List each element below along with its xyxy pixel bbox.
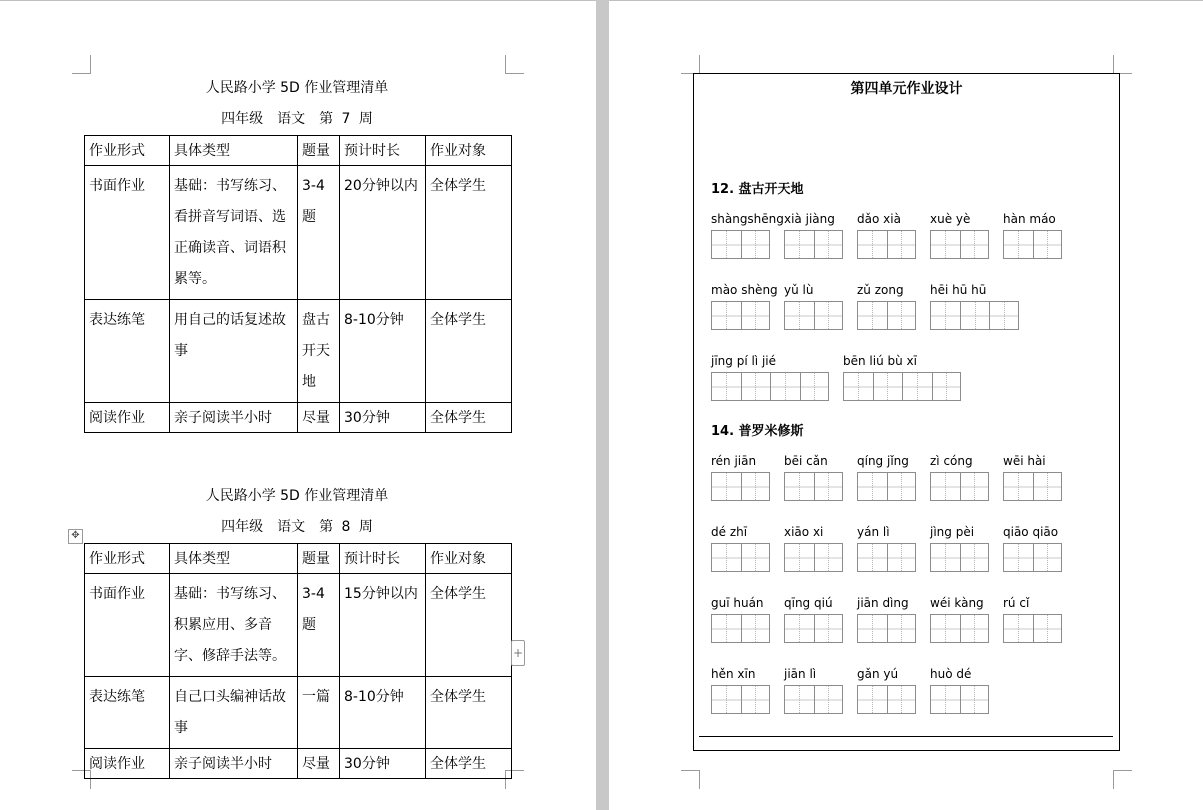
lesson-heading: 12. 盘古开天地 (711, 182, 804, 197)
table-cell[interactable]: 表达练笔 (85, 300, 170, 403)
table-header-row (85, 544, 512, 574)
pinyin-label: yǔ lù (784, 283, 814, 297)
table-cell[interactable]: 全体学生 (426, 749, 512, 779)
writing-grid[interactable] (1003, 614, 1062, 643)
grid-midline (931, 231, 975, 258)
table-subtitle: 四年级 语文 第 8 周 (221, 519, 373, 535)
pinyin-label: qiāo qiāo (1003, 525, 1059, 539)
pinyin-label: hěn xīn (711, 667, 756, 681)
page-top-edge (609, 0, 1203, 1)
table-cell[interactable]: 30分钟 (340, 403, 426, 433)
writing-grid[interactable] (1003, 543, 1062, 572)
table-title: 人民路小学 5D 作业管理清单 (205, 80, 389, 96)
writing-grid[interactable] (857, 543, 916, 572)
homework-table-week7[interactable] (84, 135, 512, 433)
writing-grid[interactable] (784, 472, 843, 501)
writing-grid[interactable] (930, 543, 989, 572)
pinyin-label: hēi hū hū (930, 283, 987, 297)
table-cell[interactable]: 阅读作业 (85, 403, 170, 433)
header-cell[interactable]: 题量 (298, 544, 340, 574)
table-cell[interactable]: 全体学生 (426, 403, 512, 433)
table-cell[interactable]: 一篇 (298, 677, 340, 749)
table-cell[interactable]: 3-4题 (298, 166, 340, 300)
table-row (85, 166, 512, 300)
pinyin-label: jìng pèi (930, 525, 975, 539)
table-row (85, 300, 512, 403)
writing-grid[interactable] (1003, 230, 1062, 259)
writing-grid[interactable] (711, 301, 770, 330)
frame-bottom-rule (699, 736, 1113, 737)
grid-midline (712, 686, 756, 713)
grid-midline (785, 686, 829, 713)
pinyin-label: zǔ zong (857, 283, 904, 297)
grid-midline (931, 544, 975, 571)
pinyin-label: jīng pí lì jié (711, 354, 777, 368)
table-cell[interactable]: 8-10分钟 (340, 300, 426, 403)
header-cell[interactable]: 预计时长 (340, 136, 426, 166)
table-cell[interactable]: 全体学生 (426, 166, 512, 300)
grid-midline (931, 686, 975, 713)
page-gutter (596, 0, 609, 810)
grid-midline (931, 302, 1005, 329)
writing-grid[interactable] (843, 372, 961, 401)
header-cell[interactable]: 题量 (298, 136, 340, 166)
writing-grid[interactable] (711, 543, 770, 572)
writing-grid[interactable] (857, 230, 916, 259)
writing-grid[interactable] (857, 472, 916, 501)
pinyin-label: bēi cǎn (784, 454, 828, 468)
pinyin-label: huò dé (930, 667, 972, 681)
pinyin-label: xiāo xi (784, 525, 824, 539)
writing-grid[interactable] (784, 685, 843, 714)
grid-midline (785, 231, 829, 258)
grid-midline (712, 615, 756, 642)
table-cell[interactable]: 尽量 (298, 403, 340, 433)
grid-midline (785, 544, 829, 571)
move-arrows-icon[interactable]: ✥ (68, 529, 83, 544)
grid-midline (712, 373, 815, 400)
pinyin-label: xià jiàng (784, 212, 835, 226)
header-cell[interactable]: 具体类型 (170, 544, 298, 574)
grid-midline (858, 231, 902, 258)
table-cell[interactable]: 书面作业 (85, 574, 170, 677)
worksheet-title: 第四单元作业设计 (850, 81, 963, 97)
grid-midline (931, 615, 975, 642)
grid-midline (858, 302, 902, 329)
writing-grid[interactable] (930, 301, 1019, 330)
pinyin-label: mào shèng (711, 283, 778, 297)
table-cell[interactable]: 20分钟以内 (340, 166, 426, 300)
margin-corner-mark (1113, 55, 1132, 74)
grid-midline (712, 473, 756, 500)
table-cell[interactable]: 自己口头编神话故事 (170, 677, 298, 749)
writing-grid[interactable] (711, 685, 770, 714)
grid-midline (1004, 473, 1048, 500)
writing-grid[interactable] (784, 230, 843, 259)
page-top-edge (0, 0, 596, 1)
margin-corner-mark (681, 55, 700, 74)
table-cell[interactable]: 盘古开天地 (298, 300, 340, 403)
header-cell[interactable]: 作业形式 (85, 136, 170, 166)
table-cell[interactable]: 基础：书写练习、积累应用、多音字、修辞手法等。 (170, 574, 298, 677)
writing-grid[interactable] (784, 614, 843, 643)
writing-grid[interactable] (930, 230, 989, 259)
writing-grid[interactable] (784, 543, 843, 572)
table-cell[interactable]: 全体学生 (426, 677, 512, 749)
table-cell[interactable]: 表达练笔 (85, 677, 170, 749)
header-cell[interactable]: 作业对象 (426, 136, 512, 166)
writing-grid[interactable] (711, 372, 829, 401)
grid-midline (1004, 544, 1048, 571)
grid-midline (844, 373, 947, 400)
table-cell[interactable]: 8-10分钟 (340, 677, 426, 749)
writing-grid[interactable] (857, 301, 916, 330)
header-cell[interactable]: 预计时长 (340, 544, 426, 574)
table-cell[interactable]: 用自己的话复述故事 (170, 300, 298, 403)
writing-grid[interactable] (711, 472, 770, 501)
table-header-row (85, 136, 512, 166)
pinyin-label: dǎo xià (857, 212, 901, 226)
pinyin-label: qīng qiú (784, 596, 833, 610)
plus-icon[interactable]: + (511, 640, 525, 666)
writing-grid[interactable] (930, 685, 989, 714)
pinyin-label: qíng jǐng (857, 454, 909, 468)
table-cell[interactable]: 全体学生 (426, 574, 512, 677)
grid-midline (712, 544, 756, 571)
table-cell[interactable]: 15分钟以内 (340, 574, 426, 677)
table-subtitle: 四年级 语文 第 7 周 (221, 111, 373, 127)
table-title: 人民路小学 5D 作业管理清单 (205, 488, 389, 504)
table-row (85, 677, 512, 749)
header-cell[interactable]: 具体类型 (170, 136, 298, 166)
writing-grid[interactable] (930, 614, 989, 643)
table-cell[interactable]: 亲子阅读半小时 (170, 749, 298, 779)
writing-grid[interactable] (857, 614, 916, 643)
table-cell[interactable]: 全体学生 (426, 300, 512, 403)
grid-midline (712, 231, 756, 258)
grid-midline (785, 473, 829, 500)
margin-corner-mark (681, 770, 700, 789)
table-cell[interactable]: 30分钟 (340, 749, 426, 779)
grid-midline (785, 615, 829, 642)
pinyin-label: xuè yè (930, 212, 971, 226)
writing-grid[interactable] (711, 230, 770, 259)
pinyin-label: yán lì (857, 525, 890, 539)
document-page-left (0, 0, 596, 810)
pinyin-label: rén jiān (711, 454, 757, 468)
grid-midline (931, 473, 975, 500)
table-cell[interactable]: 亲子阅读半小时 (170, 403, 298, 433)
table-cell[interactable]: 阅读作业 (85, 749, 170, 779)
table-row (85, 749, 512, 779)
pinyin-label: guī huán (711, 596, 764, 610)
table-cell[interactable]: 尽量 (298, 749, 340, 779)
table-cell[interactable]: 书面作业 (85, 166, 170, 300)
table-row (85, 403, 512, 433)
margin-corner-mark (1113, 770, 1132, 789)
pinyin-label: gǎn yú (857, 667, 899, 681)
worksheet-frame (693, 73, 1120, 751)
grid-midline (1004, 615, 1048, 642)
grid-midline (1004, 231, 1048, 258)
pinyin-label: jiān dìng (857, 596, 909, 610)
pinyin-label: shàngshēng (711, 212, 784, 226)
pinyin-label: bēn liú bù xī (843, 354, 917, 368)
grid-midline (785, 302, 829, 329)
writing-grid[interactable] (1003, 472, 1062, 501)
grid-midline (712, 302, 756, 329)
table-cell[interactable]: 基础：书写练习、看拼音写词语、选正确读音、词语积累等。 (170, 166, 298, 300)
pinyin-label: dé zhī (711, 525, 748, 539)
document-page-right (609, 0, 1203, 810)
lesson-heading: 14. 普罗米修斯 (711, 424, 804, 439)
pinyin-label: wēi hài (1003, 454, 1046, 468)
header-cell[interactable]: 作业对象 (426, 544, 512, 574)
grid-midline (858, 544, 902, 571)
margin-corner-mark (72, 55, 91, 74)
writing-grid[interactable] (930, 472, 989, 501)
homework-table-week8[interactable] (84, 543, 512, 779)
writing-grid[interactable] (784, 301, 843, 330)
grid-midline (858, 473, 902, 500)
pinyin-label: zì cóng (930, 454, 973, 468)
writing-grid[interactable] (857, 685, 916, 714)
grid-midline (858, 615, 902, 642)
table-row (85, 574, 512, 677)
table-cell[interactable]: 3-4题 (298, 574, 340, 677)
margin-corner-mark (505, 55, 524, 74)
pinyin-label: wéi kàng (930, 596, 984, 610)
pinyin-label: rú cǐ (1003, 596, 1030, 610)
grid-midline (858, 686, 902, 713)
pinyin-label: hàn máo (1003, 212, 1056, 226)
header-cell[interactable]: 作业形式 (85, 544, 170, 574)
writing-grid[interactable] (711, 614, 770, 643)
pinyin-label: jiān lì (784, 667, 817, 681)
